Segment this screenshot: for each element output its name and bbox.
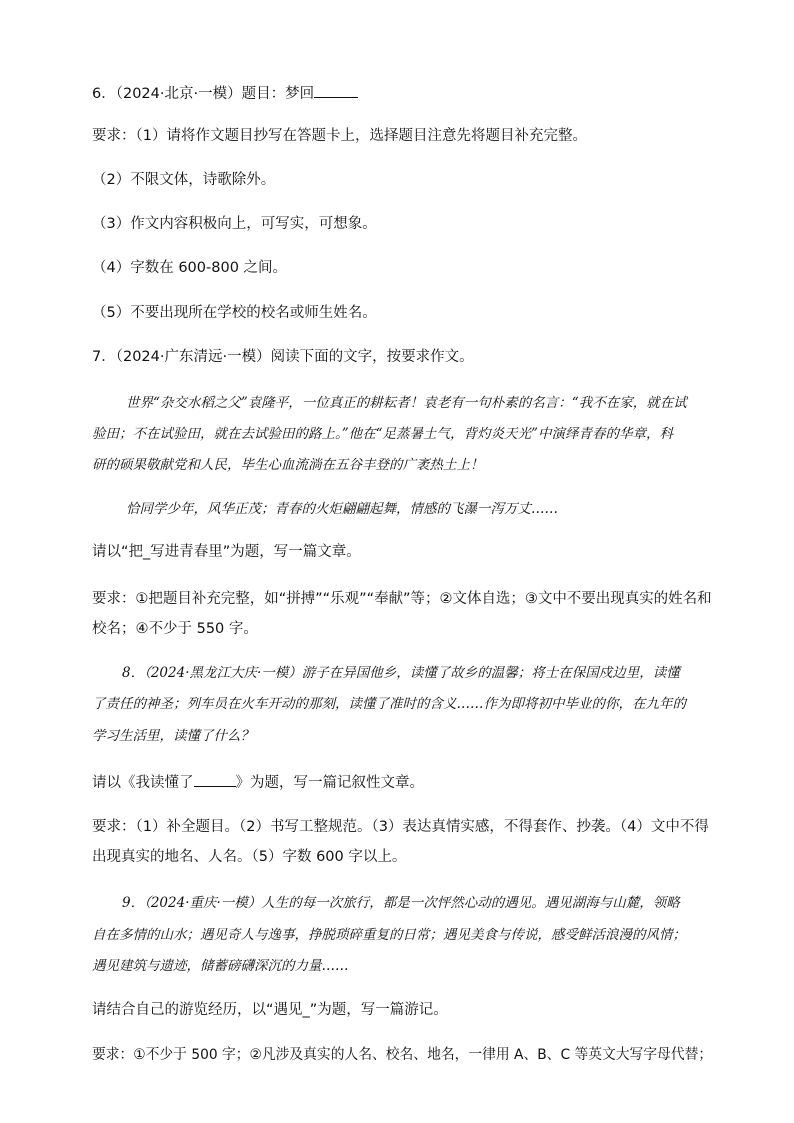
q7-prompt: 请以“把_写进青春里”为题，写一篇文章。 — [92, 544, 361, 560]
q9-title-line-1: 9．（2024·重庆·一模）人生的每一次旅行，都是一次怦然心动的遇见。遇见湖海与山麓，领略 — [122, 895, 680, 911]
q8-prompt — [92, 771, 424, 793]
q8-prompt-prefix: 请以《我读懂了 — [92, 775, 194, 791]
q7-requirement-line-1: 要求：①把题目补充完整，如“拼搏”“乐观”“奉献”等；②文体自选；③文中不要出现真实的姓名和 — [92, 591, 712, 607]
q6-title — [92, 82, 358, 104]
q8-title-line-1: 8．（2024·黑龙江大庆·一模）游子在异国他乡，读懂了故乡的温馨；将士在保国戍边里，读懂 — [122, 665, 680, 681]
q6-title-blank — [314, 82, 358, 98]
q7-passage-line-4: 恰同学少年，风华正茂；青春的火炬翩翩起舞，情感的飞瀑一泻万丈…… — [126, 501, 558, 517]
q9-title-line-2: 自在多情的山水；遇见奇人与逸事，挣脱琐碎重复的日常；遇见美食与传说，感受鲜活浪漫的风情； — [92, 927, 686, 943]
q8-title-line-2: 了责任的神圣；列车员在火车开动的那刻，读懂了准时的含义……作为即将初中毕业的你，在九年的 — [92, 696, 686, 712]
q6-requirement-1: 要求：（1）请将作文题目抄写在答题卡上，选择题目注意先将题目补充完整。 — [92, 128, 587, 144]
q8-requirement-line-1: 要求：（1）补全题目。（2）书写工整规范。（3）表达真情实感，不得套作、抄袭。（4）文中不得 — [92, 819, 709, 835]
q8-requirement-line-2: 出现真实的地名、人名。（5）字数 600 字以上。 — [92, 849, 407, 865]
q7-title: 7．（2024·广东清远·一模）阅读下面的文字，按要求作文。 — [92, 349, 474, 365]
q7-requirement-line-2: 校名；④不少于 550 字。 — [92, 621, 258, 637]
q6-requirement-4: （4）字数在 600-800 之间。 — [92, 260, 288, 276]
q7-passage-line-2: 验田；不在试验田，就在去试验田的路上。”他在“足蒸暑土气，背灼炎天光”中演绎青春的华章，科 — [92, 426, 673, 442]
q9-requirement-line-1: 要求：①不少于 500 字；②凡涉及真实的人名、校名、地名，一律用 A、B、C 等英文大写字母代替； — [92, 1047, 713, 1063]
q8-prompt-blank — [194, 771, 236, 787]
q7-passage-line-1: 世界“杂交水稻之父”袁隆平，一位真正的耕耘者！袁老有一句朴素的名言：“我不在家，就在试 — [126, 395, 687, 411]
q9-title-line-3: 遇见建筑与遗迹，储蓄磅礴深沉的力量…… — [92, 958, 349, 974]
q7-passage-line-3: 研的硕果敬献党和人民，毕生心血流淌在五谷丰登的广袤热土上！ — [92, 457, 484, 473]
q6-requirement-2: （2）不限文体，诗歌除外。 — [92, 172, 276, 188]
q6-requirement-5: （5）不要出现所在学校的校名或师生姓名。 — [92, 305, 377, 321]
q8-title-line-3: 学习生活里，读懂了什么？ — [92, 728, 254, 744]
q8-prompt-suffix: 》为题，写一篇记叙性文章。 — [235, 775, 424, 791]
q6-title-text: 6．（2024·北京·一模）题目：梦回 — [92, 86, 315, 102]
q9-prompt: 请结合自己的游览经历，以“遇见_”为题，写一篇游记。 — [92, 1002, 448, 1018]
q6-requirement-3: （3）作文内容积极向上，可写实，可想象。 — [92, 216, 377, 232]
